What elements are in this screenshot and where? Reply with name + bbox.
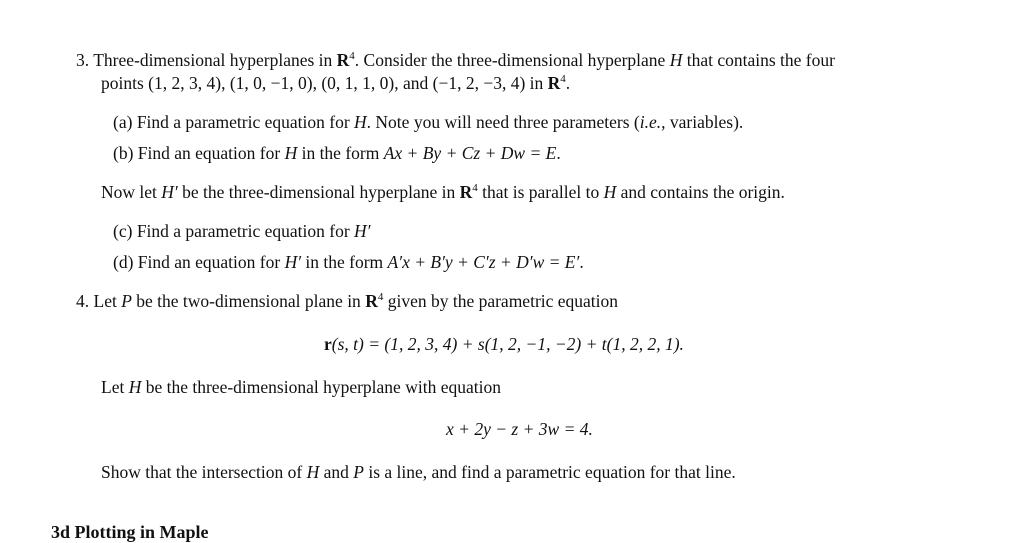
part-b-text-2: in the form xyxy=(301,143,380,163)
part-a-text-3: variables). xyxy=(665,112,744,132)
problem-3-intro-tail: that contains the four xyxy=(686,50,835,70)
show-text-1: Show that the intersection of xyxy=(101,462,303,482)
points-list: points (1, 2, 3, 4), (1, 0, −1, 0), (0, 1, 1, 0), and (−1, 2, −3, 4) in xyxy=(101,73,544,93)
problem-4-line-1 xyxy=(76,290,618,312)
plane-equation-form: Ax + By + Cz + Dw = E xyxy=(383,143,557,163)
part-a-text: Find a parametric equation for xyxy=(136,112,350,132)
problem-4-number: 4. xyxy=(76,291,90,311)
part-d xyxy=(113,251,584,273)
problem-3-intro: . Consider the three-dimensional hyperplane xyxy=(354,50,666,70)
ie-abbrev: i.e., xyxy=(639,112,666,132)
dimension-superscript: 4 xyxy=(377,291,384,303)
h-prime-symbol: H′ xyxy=(284,252,302,272)
part-a-text-2: . Note you will need three parameters ( xyxy=(366,112,640,132)
period: . xyxy=(579,252,584,272)
let-h-text-1: Let xyxy=(101,377,125,397)
h-symbol: H xyxy=(669,50,683,70)
h-symbol: H xyxy=(306,462,320,482)
parametric-equation-body: (s, t) = (1, 2, 3, 4) + s(1, 2, −1, −2) + t(1, 2, 2, 1). xyxy=(331,334,684,354)
let-h-text-2: be the three-dimensional hyperplane with equation xyxy=(145,377,501,397)
problem-3-line-2 xyxy=(101,72,570,94)
now-text-1: Now let xyxy=(101,182,157,202)
problem-3-title: Three-dimensional hyperplanes in xyxy=(93,50,333,70)
part-d-label: (d) xyxy=(113,252,134,272)
h-symbol: H xyxy=(284,143,298,163)
problem-4-text-1: Let xyxy=(93,291,117,311)
h-symbol: H xyxy=(128,377,142,397)
dimension-superscript: 4 xyxy=(560,73,566,85)
part-a-label: (a) xyxy=(113,112,133,132)
r-symbol: R xyxy=(459,182,473,202)
part-b-text: Find an equation for xyxy=(137,143,281,163)
problem-4-text-2: be the two-dimensional plane in xyxy=(136,291,361,311)
hyperplane-equation-body: x + 2y − z + 3w = 4. xyxy=(446,419,593,439)
let-h-sentence xyxy=(101,376,501,398)
part-c-label: (c) xyxy=(113,221,133,241)
section-heading: 3d Plotting in Maple xyxy=(51,522,209,542)
show-text-3: is a line, and find a parametric equation for that line. xyxy=(368,462,736,482)
show-text-2: and xyxy=(323,462,349,482)
part-d-text: Find an equation for xyxy=(137,252,281,272)
r-symbol: R xyxy=(365,291,378,311)
plane-prime-equation-form: A′x + B′y + C′z + D′w = E′ xyxy=(387,252,580,272)
now-text-3: that is parallel to xyxy=(482,182,600,202)
problem-3-line-1 xyxy=(76,49,835,71)
show-sentence xyxy=(101,461,736,483)
r-symbol: R xyxy=(547,73,561,93)
dimension-superscript: 4 xyxy=(472,182,478,194)
part-c-text: Find a parametric equation for xyxy=(136,221,350,241)
part-b xyxy=(113,142,561,164)
h-prime-symbol: H′ xyxy=(161,182,178,202)
now-text-4: and contains the origin. xyxy=(620,182,785,202)
period: . xyxy=(556,143,561,163)
part-d-text-2: in the form xyxy=(305,252,384,272)
h-prime-symbol: H′ xyxy=(354,221,371,241)
dimension-superscript: 4 xyxy=(349,50,355,62)
p-symbol: P xyxy=(353,462,364,482)
hyperplane-equation xyxy=(446,418,593,440)
part-a xyxy=(113,111,743,133)
part-c xyxy=(113,220,371,242)
problem-3-number: 3. xyxy=(76,50,90,70)
p-symbol: P xyxy=(121,291,132,311)
r-vector: r xyxy=(324,334,332,354)
now-text-2: be the three-dimensional hyperplane in xyxy=(182,182,456,202)
part-b-label: (b) xyxy=(113,143,134,163)
problem-4-text-3: given by the parametric equation xyxy=(387,291,619,311)
period: . xyxy=(565,73,571,93)
r-symbol: R xyxy=(336,50,350,70)
h-symbol: H xyxy=(603,182,617,202)
h-symbol: H xyxy=(354,112,367,132)
parametric-equation xyxy=(324,333,684,355)
now-let-sentence xyxy=(101,181,785,203)
